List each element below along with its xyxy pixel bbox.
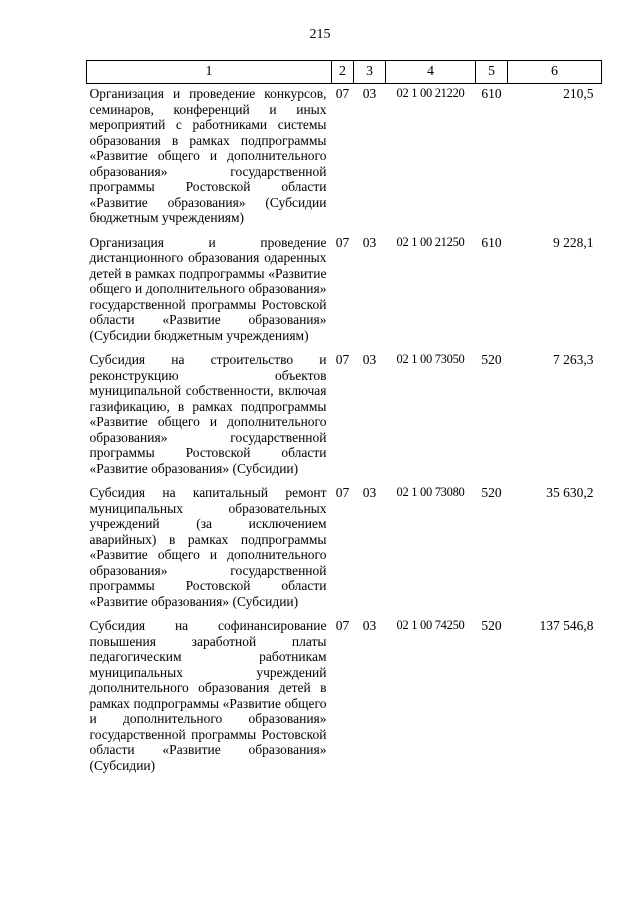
table-row [87, 84, 602, 233]
budget-table [86, 60, 602, 780]
row-name: Субсидия на строительство и реконструкцию объектов муниципальной собственности, включая газификацию, в рамках подпрограммы «Развитие общего и дополнительного образования» государственной программы Ростовской области «Развитие образования» (Субсидии) [89, 352, 327, 476]
row-subsection-code: 03 [362, 618, 377, 633]
row-subsection-code: 03 [362, 86, 377, 101]
table-row [87, 483, 602, 616]
header-col-5: 5 [476, 61, 508, 84]
row-name: Субсидия на софинансирование повышения заработной платы педагогическим работникам муниципальных учреждений дополнительного образования детей в рамках подпрограммы «Развитие общего и дополнительного образования» государственной программы Ростовской области «Развитие образования» (Субсидии) [89, 618, 327, 773]
row-expense-type-code: 520 [481, 485, 502, 500]
row-expense-type-code: 610 [481, 86, 502, 101]
row-target-article-code: 02 1 00 74250 [396, 618, 465, 632]
row-section-code: 07 [335, 234, 350, 250]
table-body [87, 84, 602, 781]
row-name: Организация и проведение конкурсов, семинаров, конференций и иных мероприятий с работниками системы образования в рамках подпрограммы «Развитие общего и дополнительного образования» государственной программы Ростовской области «Развитие образования» (Субсидии бюджетным учреждениям) [89, 86, 327, 225]
header-col-4: 4 [386, 61, 476, 84]
row-section-code: 07 [335, 618, 350, 633]
row-amount: 35 630,2 [546, 485, 594, 500]
row-expense-type-code: 520 [481, 352, 502, 367]
row-section-code: 07 [335, 485, 350, 500]
row-amount: 137 546,8 [539, 618, 594, 633]
table-row [87, 616, 602, 780]
table-row [87, 350, 602, 483]
row-target-article-code: 02 1 00 73080 [396, 485, 465, 499]
table-row [87, 233, 602, 351]
header-row [87, 61, 602, 84]
row-name: Субсидия на капитальный ремонт муниципальных образовательных учреждений (за исключением аварийных) в рамках подпрограммы «Развитие общего и дополнительного образования» государственной программы Ростовской области «Развитие образования» (Субсидии) [89, 485, 327, 609]
row-subsection-code: 03 [362, 352, 377, 367]
row-expense-type-code: 610 [481, 234, 502, 250]
row-section-code: 07 [335, 86, 350, 101]
row-section-code: 07 [335, 352, 350, 367]
row-target-article-code: 02 1 00 21220 [396, 86, 465, 100]
table-header [87, 61, 602, 84]
row-amount: 9 228,1 [553, 234, 594, 250]
row-name: Организация и проведение дистанционного образования одаренных детей в рамках подпрограммы «Развитие общего и дополнительного образования» государственной программы Ростовской области «Развитие образования» (Субсидии бюджетным учреждениям) [89, 234, 327, 343]
row-amount: 210,5 [563, 86, 594, 101]
row-amount: 7 263,3 [553, 352, 594, 367]
row-subsection-code: 03 [362, 485, 377, 500]
header-col-1: 1 [87, 61, 332, 84]
row-target-article-code: 02 1 00 21250 [396, 234, 465, 249]
row-expense-type-code: 520 [481, 618, 502, 633]
header-col-2: 2 [332, 61, 354, 84]
page-number: 215 [309, 27, 331, 42]
header-col-6: 6 [508, 61, 602, 84]
header-col-3: 3 [354, 61, 386, 84]
row-target-article-code: 02 1 00 73050 [396, 352, 465, 366]
row-subsection-code: 03 [362, 234, 377, 250]
